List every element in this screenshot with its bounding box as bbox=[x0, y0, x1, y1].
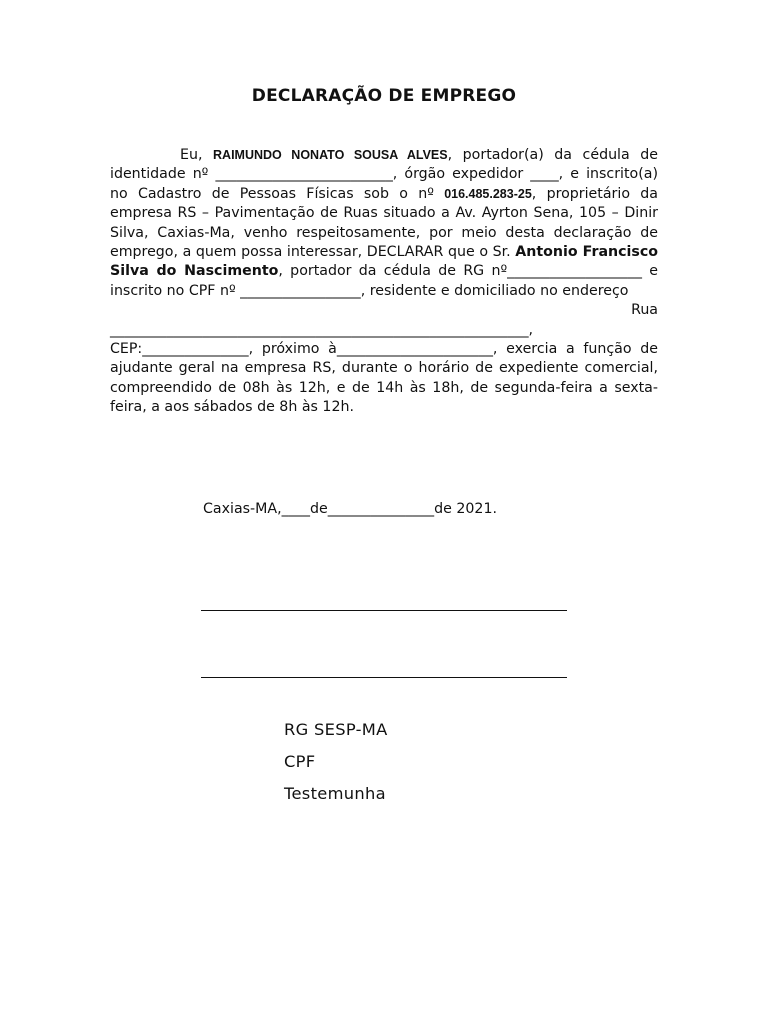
paragraph-text-2: , portador(a) da cédula de identidade nº _________________________, órgão expedidor ____, e inscrito(a) no Cadastro de Pessoas Físicas sob o nº bbox=[110, 147, 658, 202]
witness-label: Testemunha bbox=[284, 784, 386, 803]
signature-line-2 bbox=[201, 677, 567, 678]
date-line: Caxias-MA,____de_______________de 2021. bbox=[203, 501, 497, 517]
declarant-name: RAIMUNDO NONATO SOUSA ALVES bbox=[213, 148, 448, 162]
paragraph-text-4: , portador da cédula de RG nº___________________ e inscrito no CPF nº _________________, residente e domiciliado no endereço bbox=[110, 263, 658, 299]
cpf-label: CPF bbox=[284, 752, 316, 771]
paragraph-text-3: , proprietário da empresa RS – Pavimentação de Ruas situado a Av. Ayrton Sena, 105 – Dinir Silva, Caxias-Ma, venho respeitosamente, por meio desta declaração de emprego, a quem possa interessar, DECLARAR que o Sr. bbox=[110, 185, 658, 261]
employee-name: Antonio Francisco Silva do Nascimento bbox=[110, 244, 658, 280]
street-label: Rua bbox=[631, 302, 658, 319]
paragraph-text-1: Eu, bbox=[180, 147, 214, 163]
signature-line-1 bbox=[201, 610, 567, 611]
address-blank-line: ___________________________________________________________, bbox=[110, 321, 534, 338]
rg-label: RG SESP-MA bbox=[284, 720, 388, 739]
document-title: DECLARAÇÃO DE EMPREGO bbox=[251, 86, 517, 106]
paragraph-text-5: CEP:_______________, próximo à______________________, exercia a função de ajudante geral na empresa RS, durante o horário de expediente comercial, compreendido de 08h às 12h, e de 14h às 18h, de segunda-feira a sexta-feira, a aos sábados de 8h às 12h. bbox=[110, 341, 658, 416]
declarant-cpf: 016.485.283-25 bbox=[444, 186, 532, 201]
declaration-paragraph bbox=[110, 146, 658, 418]
